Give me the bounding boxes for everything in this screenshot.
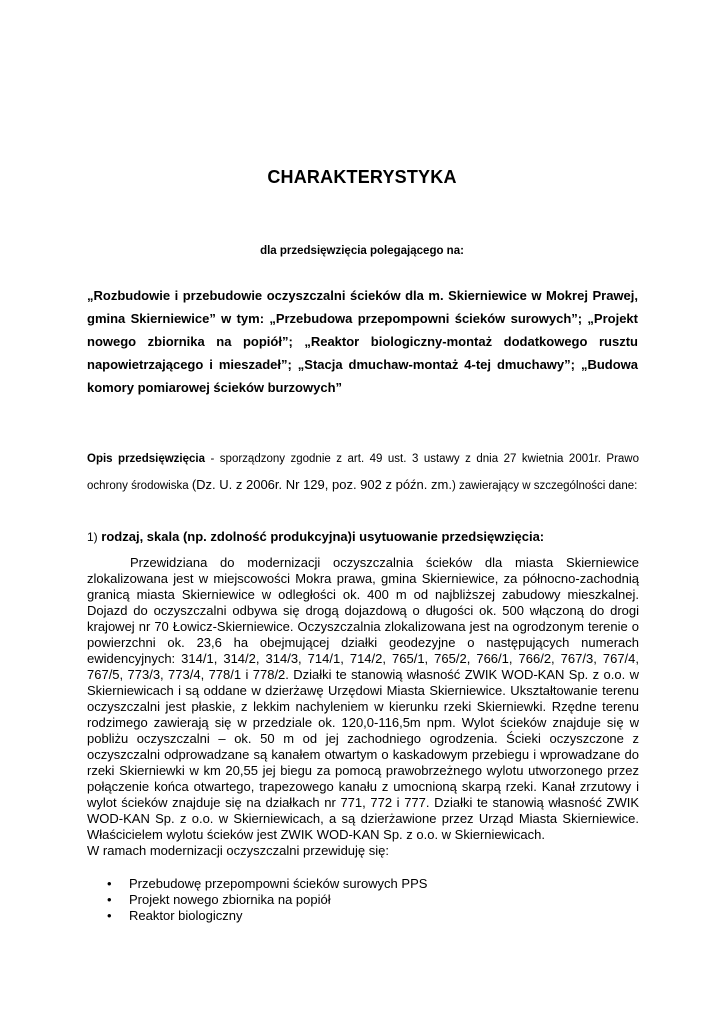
description-text-1: - sporządzony zgodnie z art. 49 ust. 3 ustawy z dnia 27 kwietnia 2001r. Prawo ochrony środowiska — [87, 453, 639, 492]
section-1-body — [87, 555, 639, 859]
modernization-intro: W ramach modernizacji oczyszczalni przewiduję się: — [87, 843, 389, 858]
section-1-heading — [87, 528, 639, 546]
description-text-2: ) zawierający w szczególności dane: — [451, 480, 638, 492]
list-item-text: Reaktor biologiczny — [129, 908, 243, 923]
page-title: CHARAKTERYSTYKA — [267, 167, 457, 187]
bullet-icon: • — [107, 892, 112, 907]
legal-reference: (Dz. U. z 2006r. Nr 129, poz. 902 z późn. zm. — [191, 477, 452, 492]
list-item-text: Przebudowę przepompowni ścieków surowych PPS — [129, 876, 428, 891]
description-label: Opis przedsięwzięcia — [87, 453, 205, 465]
list-item — [87, 892, 639, 908]
list-item-text: Projekt nowego zbiornika na popiół — [129, 892, 331, 907]
project-name: „Rozbudowie i przebudowie oczyszczalni ścieków dla m. Skierniewice w Mokrej Prawej, gmina Skierniewice” w tym: „Przebudowa przepompowni ścieków surowych”; „Projekt nowego zbiornika na popiół”; „Reaktor biologiczny-montaż dodatkowego rusztu napowietrzającego i mieszadeł”; „Stacja dmuchaw-montaż 4-tej dmuchawy”; „Budowa komory pomiarowej ścieków burzowych” — [87, 288, 638, 395]
body-paragraph: Przewidziana do modernizacji oczyszczalnia ścieków dla miasta Skierniewice zlokalizowana jest w miejscowości Mokra prawa, gmina Skierniewice, za północno-zachodnią granicą miasta Skierniewice w odległości ok. 400 m od najbliższej zabudowy mieszkalnej. Dojazd do oczyszczalni odbywa się drogą dojazdową o długości ok. 500 włączoną do drogi krajowej nr 70 Łowicz-Skierniewice. Oczyszczalnia zlokalizowana jest na ogrodzonym terenie o powierzchni ok. 23,6 ha obejmującej działki geodezyjne o następujących numerach ewidencyjnych: 314/1, 314/2, 314/3, 714/1, 714/2, 765/1, 765/2, 766/1, 766/2, 767/3, 767/4, 767/5, 773/3, 773/4, 778/1 i 778/2. Działki te stanowią własność ZWIK WOD-KAN Sp. z o.o. w Skierniewicach i są oddane w dzierżawę Urzędowi Miasta Skierniewice. Ukształtowanie terenu oczyszczalni jest płaskie, z lekkim nachyleniem w kierunku rzeki Skierniewki. Rzędne terenu rodzimego zawierają się w przedziale ok. 120,0-116,5m npm. Wylot ścieków znajduje się w pobliżu oczyszczalni – ok. 50 m od jej zachodniego ogrodzenia. Ścieki oczyszczone z oczyszczalni odprowadzane są kanałem otwartym o kaskadowym przebiegu i wprowadzane do rzeki Skierniewki w km 20,55 jej biegu za pomocą prawobrzeżnego wylotu utworzonego przez połączenie końca otwartego, trapezowego kanału z umocnioną skarpą rzeki. Kanał zrzutowy i wylot ścieków znajduje się na działkach nr 771, 772 i 777. Działki te stanowią własność ZWIK WOD-KAN Sp. z o.o. w Skierniewicach, a są dzierżawione przez Urząd Miasta Skierniewice. Właścicielem wylotu ścieków jest ZWIK WOD-KAN Sp. z o.o. w Skierniewicach. — [87, 555, 639, 842]
list-item — [87, 908, 639, 924]
section-number: 1) — [87, 530, 98, 544]
section-heading-text: rodzaj, skala (np. zdolność produkcyjna)i usytuowanie przedsięwzięcia: — [101, 529, 545, 544]
bullet-icon: • — [107, 908, 112, 923]
modernization-list — [87, 876, 639, 924]
list-item — [87, 876, 639, 892]
description-paragraph — [87, 447, 639, 499]
page-subtitle: dla przedsięwzięcia polegającego na: — [260, 245, 464, 257]
bullet-icon: • — [107, 876, 112, 891]
